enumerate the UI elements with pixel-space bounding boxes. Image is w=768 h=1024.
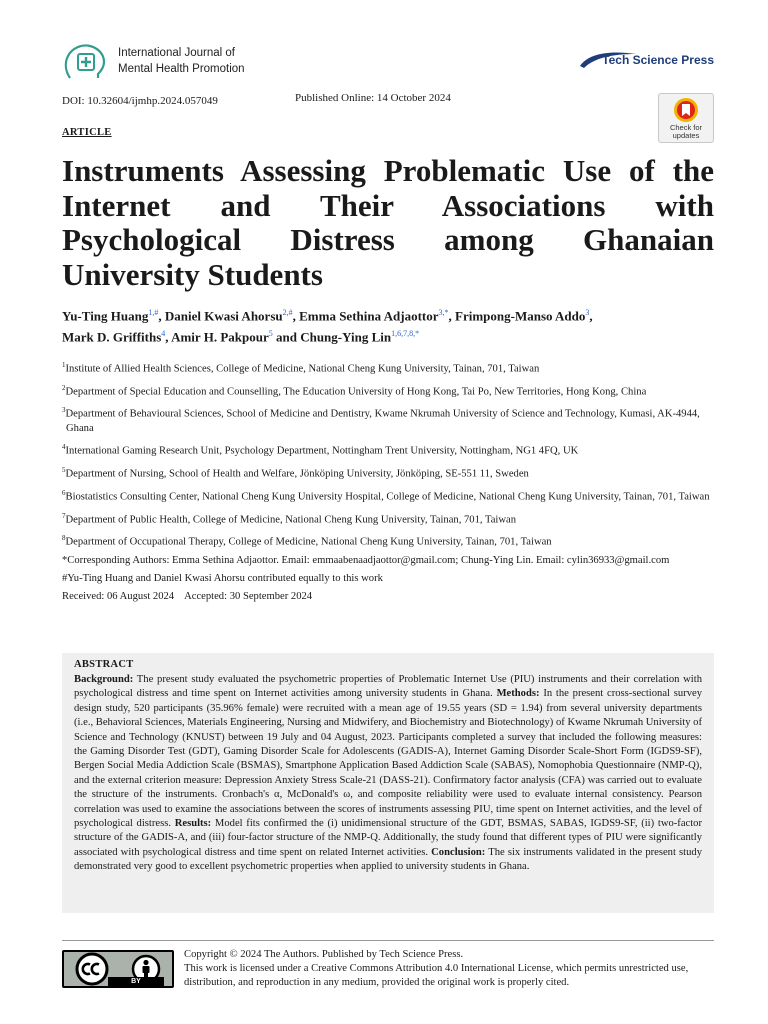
author-separator: , <box>165 329 172 345</box>
affiliation-number: 6 <box>62 488 66 497</box>
copyright-line: Copyright © 2024 The Authors. Published by Tech Science Press. <box>184 949 464 960</box>
check-updates-label <box>670 124 702 140</box>
affiliation-number: 2 <box>62 383 66 392</box>
article-title: Instruments Assessing Problematic Use of the Internet and Their Associations with Psychological Distress among Ghanaian University Students <box>62 153 714 292</box>
abstract-methods-label: Methods: <box>496 688 540 700</box>
affiliation-number: 1 <box>62 361 66 369</box>
affiliation-text: Department of Public Health, College of Medicine, National Cheng Kung University, Tainan, 701, Taiwan <box>65 514 517 526</box>
corresponding-authors: *Corresponding Authors: Emma Sethina Adjaottor. Email: emmaabenaadjaottor@gmail.com; Chung-Ying Lin. Email: cylin36933@gmail.com <box>62 555 670 567</box>
author-affiliation-marker[interactable]: 4 <box>161 329 166 339</box>
abstract-text <box>74 673 702 875</box>
abstract-background: The present study evaluated the psychometric properties of Problematic Internet Use (PIU) instruments and their correlation with psychological distress and time spent on Internet activities among university students in Ghana. <box>74 674 702 700</box>
journal-name-line1: International Journal of <box>118 47 235 59</box>
author-separator: , <box>589 308 596 324</box>
affiliation-list <box>62 358 714 550</box>
author-name[interactable]: Daniel Kwasi Ahorsu <box>164 308 283 324</box>
check-for-updates-button[interactable] <box>658 93 714 143</box>
journal-logo-icon <box>62 42 110 80</box>
affiliation-item <box>62 531 714 550</box>
author-name[interactable]: Amir H. Pakpour <box>171 329 269 345</box>
journal-name <box>118 45 245 77</box>
affiliation-text: Department of Nursing, School of Health and Welfare, Jönköping University, Jönköping, SE-551 11, Sweden <box>65 468 529 480</box>
affiliation-text: Institute of Allied Health Sciences, College of Medicine, National Cheng Kung University, Tainan, 701, Taiwan <box>65 363 540 375</box>
affiliations <box>62 358 714 609</box>
affiliation-item <box>62 403 714 436</box>
author-separator: and <box>272 329 301 345</box>
author-affiliation-marker[interactable]: 3,* <box>438 308 449 317</box>
abstract-box <box>62 653 714 913</box>
author-name[interactable]: Frimpong-Manso Addo <box>455 308 586 324</box>
publisher-name: Tech Science Press <box>602 53 714 67</box>
license-text <box>184 948 714 990</box>
affiliation-item <box>62 463 714 482</box>
check-updates-icon <box>673 97 699 123</box>
affiliation-number: 5 <box>62 466 66 475</box>
affiliation-text: Department of Occupational Therapy, College of Medicine, National Cheng Kung University, Tainan, 701, Taiwan <box>65 536 552 548</box>
abstract-results: Model fits confirmed the (i) unidimensional structure of the GDT, BSMAS, SABAS, IGDS9-SF, (ii) two-factor structure of the GADIS-A, and (iii) four-factor structure of the NMP-Q. Additionally, the study found that different types of PIU were significantly associated with psychological distress and time spent on related Internet activities. <box>74 818 702 858</box>
affiliation-number: 4 <box>62 443 66 452</box>
article-type: ARTICLE <box>62 127 112 138</box>
abstract-results-label: Results: <box>174 818 212 830</box>
affiliation-item <box>62 358 714 377</box>
affiliation-item <box>62 486 714 505</box>
journal-name-line2: Mental Health Promotion <box>118 63 245 75</box>
author-separator: , <box>292 308 300 324</box>
author-affiliation-marker[interactable]: 3 <box>585 308 590 317</box>
author-separator: , <box>448 308 455 324</box>
author-name[interactable]: Mark D. Griffiths <box>62 329 162 345</box>
author-name[interactable]: Emma Sethina Adjaottor <box>299 308 439 324</box>
affiliation-text: Department of Behavioural Sciences, School of Medicine and Dentistry, Kwame Nkrumah University of Science and Technology, Kumasi, AK-4944, Ghana <box>65 409 700 435</box>
affiliation-text: International Gaming Research Unit, Psychology Department, Nottingham Trent University, Nottingham, NG1 4FQ, UK <box>65 445 579 457</box>
abstract-conclusion-label: Conclusion: <box>431 846 486 858</box>
creative-commons-icon <box>75 952 109 986</box>
author-affiliation-marker[interactable]: 1,# <box>148 308 159 317</box>
affiliation-item <box>62 381 714 400</box>
abstract-conclusion: The six instruments validated in the present study demonstrated very good to excellent psychometric properties when applied to university students in Ghana. <box>74 846 702 873</box>
affiliation-number: 3 <box>62 406 66 415</box>
abstract-heading: ABSTRACT <box>74 659 134 670</box>
publisher-logo <box>578 48 714 72</box>
author-list <box>62 304 714 347</box>
abstract-background-label: Background: <box>74 674 134 685</box>
abstract-methods: In the present cross-sectional survey design study, 520 participants (35.96% female) were recruited with a mean age of 19.55 years (SD = 1.94) from several university departments (i.e., Behavioral Sciences, Materials Engineering, Nursing and Midwifery, and Biochemistry and Biotechnology) of Kwame Nkrumah University of Science and Technology (KNUST) between 19 July and 04 August, 2023. Participants completed a survey that included the following measures: the Gaming Disorder Test (GDT), Gaming Disorder Scale for Adolescents (GADIS-A), Internet Gaming Disorder Scale-Short Form (IGDS9-SF), Bergen Social Media Addiction Scale (BSMAS), Smartphone Application Based Addiction Scale (SABAS), Nomophobia Questionnaire (NMP-Q), and the external criterion measure: Depression Anxiety Stress Scale-21 (DASS-21). Confirmatory factor analysis (CFA) was carried out to evaluate the structure of the instruments. Cronbach's α, McDonald's ω, and composite reliability were used to evaluate internal consistency. Pearson correlation was used to examine the associations between the scores of instruments assessing PIU, time spent on Internet activities, and the level of psychological distress. <box>74 688 703 830</box>
author-affiliation-marker[interactable]: 1,6,7,8,* <box>391 329 420 339</box>
author-name[interactable]: Chung-Ying Lin <box>300 329 392 345</box>
check-updates-line2: updates <box>672 131 700 140</box>
received-accepted-dates: Received: 06 August 2024 Accepted: 30 September 2024 <box>62 591 313 603</box>
affiliation-item <box>62 440 714 459</box>
journal-header <box>62 42 245 80</box>
cc-by-label: BY <box>108 977 164 986</box>
affiliation-text: Department of Special Education and Counselling, The Education University of Hong Kong, Tai Po, New Territories, Hong Kong, China <box>65 386 647 398</box>
check-updates-line1: Check for <box>669 123 703 132</box>
equal-contribution-note: #Yu-Ting Huang and Daniel Kwasi Ahorsu contributed equally to this work <box>62 573 383 585</box>
published-online-date: Published Online: 14 October 2024 <box>295 92 451 104</box>
doi[interactable]: DOI: 10.32604/ijmhp.2024.057049 <box>62 95 218 107</box>
affiliation-number: 8 <box>62 534 66 543</box>
footer-divider <box>62 940 714 941</box>
author-name[interactable]: Yu-Ting Huang <box>62 308 149 324</box>
affiliation-item <box>62 509 714 528</box>
license-statement: This work is licensed under a Creative Commons Attribution 4.0 International License, which permits unrestricted use, distribution, and reproduction in any medium, provided the original work is properly cited. <box>184 963 689 988</box>
author-separator: , <box>158 308 165 324</box>
author-affiliation-marker[interactable]: 2,# <box>282 308 293 317</box>
affiliation-text: Biostatistics Consulting Center, National Cheng Kung University Hospital, College of Medicine, National Cheng Kung University, Tainan, 701, Taiwan <box>65 491 710 503</box>
affiliation-number: 7 <box>62 511 66 520</box>
author-affiliation-marker[interactable]: 5 <box>268 329 273 339</box>
